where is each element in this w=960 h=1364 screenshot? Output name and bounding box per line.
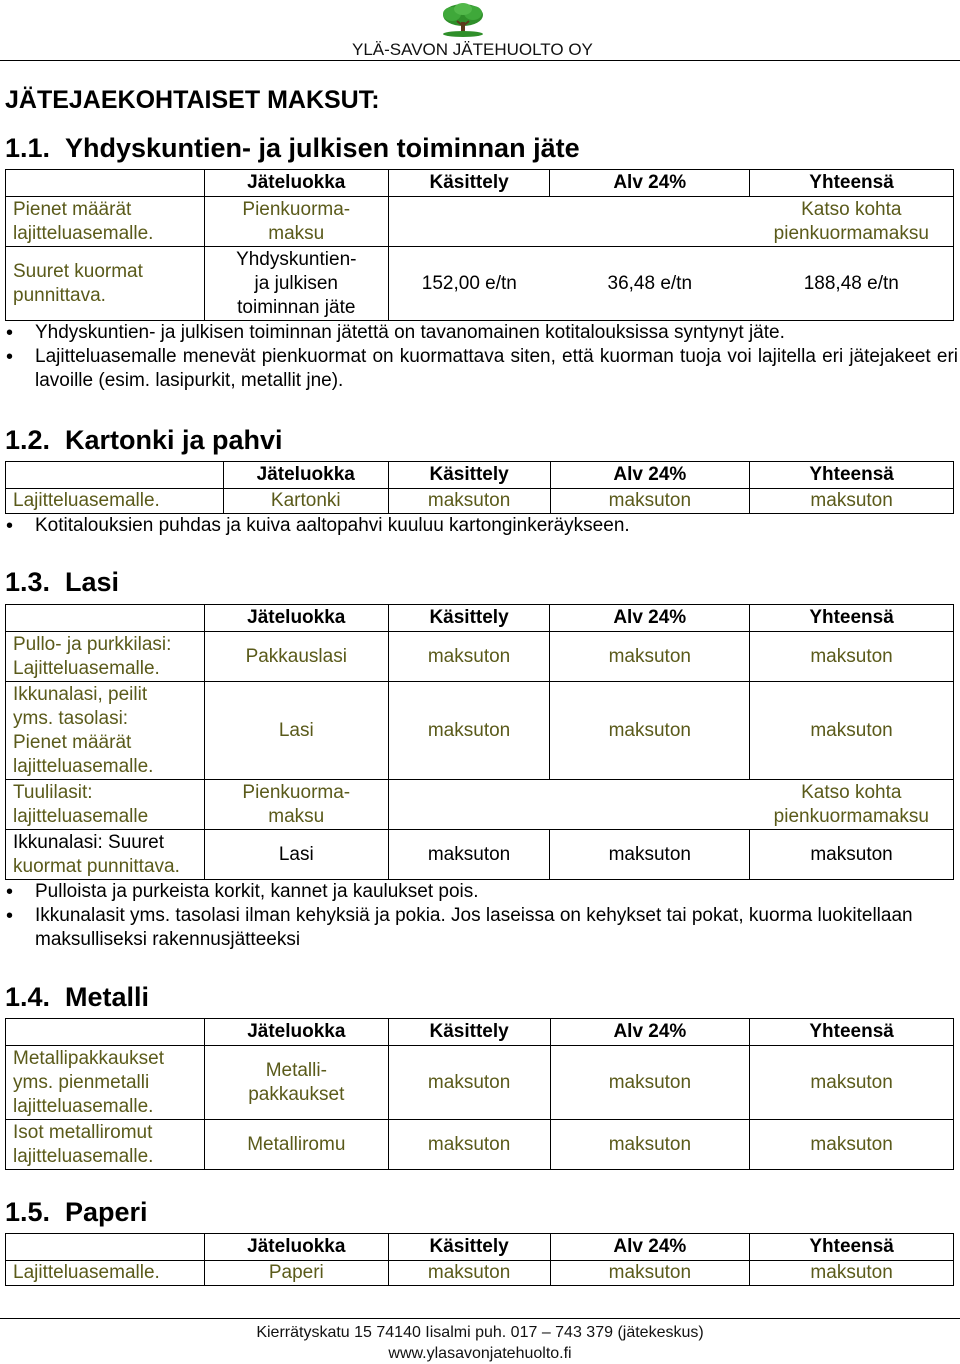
table-row bbox=[6, 682, 954, 780]
total-price: maksuton bbox=[750, 682, 954, 780]
handling-cell bbox=[388, 780, 550, 830]
section-heading-1-5 bbox=[5, 1197, 148, 1228]
waste-class-cell: Kartonki bbox=[223, 489, 388, 514]
column-header-alv: Alv 24% bbox=[550, 1234, 750, 1261]
waste-class-cell: Yhdyskuntien- ja julkisen toiminnan jäte bbox=[204, 247, 388, 321]
vat-price: maksuton bbox=[550, 682, 750, 780]
fee-table-1-1 bbox=[5, 169, 954, 321]
section-number: 1.5. bbox=[5, 1197, 51, 1227]
table-row bbox=[6, 830, 954, 880]
section-title: Yhdyskuntien- ja julkisen toiminnan jäte bbox=[65, 133, 580, 163]
vat-price: maksuton bbox=[550, 830, 750, 880]
table-row bbox=[6, 1046, 954, 1120]
notes-list-1-2 bbox=[0, 514, 958, 538]
handling-price: maksuton bbox=[388, 1261, 550, 1286]
row-label: Pullo- ja purkkilasi: Lajitteluasemalle. bbox=[6, 632, 205, 682]
header-rule bbox=[0, 60, 960, 61]
column-header-kasittely: Käsittely bbox=[388, 170, 550, 197]
note-item: • Lajitteluasemalle menevät pienkuormat on kuormattava siten, että kuorman tuoja voi lajitella eri jätejakeet eri lavoille (esim. lasipurkit, metallit jne). bbox=[0, 345, 958, 393]
total-cell: Katso kohta pienkuormamaksu bbox=[750, 780, 954, 830]
column-header-alv: Alv 24% bbox=[550, 462, 750, 489]
section-heading-1-3 bbox=[5, 567, 119, 598]
column-header-kasittely: Käsittely bbox=[388, 605, 550, 632]
handling-price: 152,00 e/tn bbox=[388, 247, 550, 321]
vat-price: 36,48 e/tn bbox=[550, 247, 750, 321]
handling-price: maksuton bbox=[388, 682, 550, 780]
fee-table-1-2 bbox=[5, 461, 954, 514]
column-header-yhteensa: Yhteensä bbox=[750, 462, 954, 489]
column-header-alv: Alv 24% bbox=[550, 1019, 750, 1046]
table-row bbox=[6, 1120, 954, 1170]
fee-table-1-5 bbox=[5, 1233, 954, 1286]
column-header-alv: Alv 24% bbox=[550, 170, 750, 197]
footer-website-link[interactable]: www.ylasavonjatehuolto.fi bbox=[388, 1345, 572, 1362]
waste-class-cell: Lasi bbox=[204, 830, 388, 880]
total-cell: Katso kohta pienkuormamaksu bbox=[750, 197, 954, 247]
tree-logo-icon bbox=[436, 2, 490, 40]
handling-price: maksuton bbox=[388, 632, 550, 682]
waste-class-cell: Metalli- pakkaukset bbox=[204, 1046, 388, 1120]
row-label: Ikkunalasi, peilit yms. tasolasi: Pienet määrät lajitteluasemalle. bbox=[6, 682, 205, 780]
vat-price: maksuton bbox=[550, 1120, 750, 1170]
section-heading-1-2 bbox=[5, 425, 283, 456]
waste-class-cell: Pakkauslasi bbox=[204, 632, 388, 682]
total-price: maksuton bbox=[750, 1261, 954, 1286]
notes-list-1-1 bbox=[0, 321, 958, 393]
total-price: maksuton bbox=[750, 1046, 954, 1120]
row-label: Tuulilasit: lajitteluasemalle bbox=[6, 780, 205, 830]
section-number: 1.1. bbox=[5, 133, 51, 163]
section-title: Metalli bbox=[65, 982, 150, 1012]
section-heading-1-1 bbox=[5, 133, 580, 164]
vat-price: maksuton bbox=[550, 489, 750, 514]
note-item: • Yhdyskuntien- ja julkisen toiminnan jätettä on tavanomainen kotitalouksissa syntynyt jäte. bbox=[0, 321, 958, 345]
table-row bbox=[6, 780, 954, 830]
section-title: Paperi bbox=[65, 1197, 148, 1227]
waste-class-cell: Paperi bbox=[204, 1261, 388, 1286]
waste-class-cell: Pienkuorma- maksu bbox=[204, 780, 388, 830]
footer-address: Kierrätyskatu 15 74140 Iisalmi puh. 017 – 743 379 (jätekeskus) bbox=[256, 1324, 704, 1341]
column-header-kasittely: Käsittely bbox=[388, 1234, 550, 1261]
row-label: Lajitteluasemalle. bbox=[6, 489, 224, 514]
column-header-jateluokka: Jäteluokka bbox=[223, 462, 388, 489]
header-empty-cell bbox=[6, 1019, 205, 1046]
total-price: maksuton bbox=[750, 489, 954, 514]
section-number: 1.3. bbox=[5, 567, 51, 597]
table-row bbox=[6, 1261, 954, 1286]
header-empty-cell bbox=[6, 1234, 205, 1261]
handling-price: maksuton bbox=[388, 1120, 550, 1170]
total-price: maksuton bbox=[750, 632, 954, 682]
column-header-yhteensa: Yhteensä bbox=[750, 170, 954, 197]
vat-cell bbox=[550, 780, 750, 830]
row-label: Metallipakkaukset yms. pienmetalli lajitteluasemalle. bbox=[6, 1046, 205, 1120]
header-empty-cell bbox=[6, 605, 205, 632]
total-price: maksuton bbox=[750, 830, 954, 880]
column-header-alv: Alv 24% bbox=[550, 605, 750, 632]
column-header-kasittely: Käsittely bbox=[388, 1019, 550, 1046]
table-header-row bbox=[6, 605, 954, 632]
row-label: Isot metalliromut lajitteluasemalle. bbox=[6, 1120, 205, 1170]
row-label: Pienet määrät lajitteluasemalle. bbox=[6, 197, 205, 247]
header-empty-cell bbox=[6, 462, 224, 489]
vat-price: maksuton bbox=[550, 632, 750, 682]
table-row bbox=[6, 632, 954, 682]
total-price: maksuton bbox=[750, 1120, 954, 1170]
section-number: 1.4. bbox=[5, 982, 51, 1012]
waste-class-cell: Lasi bbox=[204, 682, 388, 780]
row-label: Lajitteluasemalle. bbox=[6, 1261, 205, 1286]
table-row bbox=[6, 197, 954, 247]
handling-cell bbox=[388, 197, 550, 247]
column-header-jateluokka: Jäteluokka bbox=[204, 1234, 388, 1261]
row-label: Ikkunalasi: Suuret kuormat punnittava. bbox=[6, 830, 205, 880]
vat-cell bbox=[550, 197, 750, 247]
waste-class-cell: Pienkuorma- maksu bbox=[204, 197, 388, 247]
column-header-jateluokka: Jäteluokka bbox=[204, 1019, 388, 1046]
row-label: Suuret kuormat punnittava. bbox=[6, 247, 205, 321]
page-title: JÄTEJAEKOHTAISET MAKSUT: bbox=[5, 86, 380, 114]
note-item: • Ikkunalasit yms. tasolasi ilman kehyksiä ja pokia. Jos laseissa on kehykset tai pokat, kuorma luokitellaan maksulliseksi rakennusjätteeksi bbox=[0, 904, 958, 952]
fee-table-1-3 bbox=[5, 604, 954, 880]
fee-table-1-4 bbox=[5, 1018, 954, 1170]
notes-list-1-3 bbox=[0, 880, 958, 952]
section-number: 1.2. bbox=[5, 425, 51, 455]
waste-class-cell: Metalliromu bbox=[204, 1120, 388, 1170]
column-header-yhteensa: Yhteensä bbox=[750, 1234, 954, 1261]
column-header-yhteensa: Yhteensä bbox=[750, 1019, 954, 1046]
section-title: Lasi bbox=[65, 567, 120, 597]
table-row bbox=[6, 489, 954, 514]
total-price: 188,48 e/tn bbox=[750, 247, 954, 321]
vat-price: maksuton bbox=[550, 1261, 750, 1286]
section-heading-1-4 bbox=[5, 982, 149, 1013]
vat-price: maksuton bbox=[550, 1046, 750, 1120]
note-item: • Pulloista ja purkeista korkit, kannet ja kaulukset pois. bbox=[0, 880, 958, 904]
header-empty-cell bbox=[6, 170, 205, 197]
column-header-yhteensa: Yhteensä bbox=[750, 605, 954, 632]
table-row bbox=[6, 247, 954, 321]
table-header-row bbox=[6, 170, 954, 197]
note-item: • Kotitalouksien puhdas ja kuiva aaltopahvi kuuluu kartonginkeräykseen. bbox=[0, 514, 958, 538]
column-header-jateluokka: Jäteluokka bbox=[204, 170, 388, 197]
table-header-row bbox=[6, 1234, 954, 1261]
section-title: Kartonki ja pahvi bbox=[65, 425, 283, 455]
table-header-row bbox=[6, 1019, 954, 1046]
column-header-jateluokka: Jäteluokka bbox=[204, 605, 388, 632]
footer-rule bbox=[0, 1318, 960, 1319]
organization-name: YLÄ-SAVON JÄTEHUOLTO OY bbox=[352, 40, 593, 59]
handling-price: maksuton bbox=[388, 489, 550, 514]
handling-price: maksuton bbox=[388, 1046, 550, 1120]
table-header-row bbox=[6, 462, 954, 489]
handling-price: maksuton bbox=[388, 830, 550, 880]
column-header-kasittely: Käsittely bbox=[388, 462, 550, 489]
